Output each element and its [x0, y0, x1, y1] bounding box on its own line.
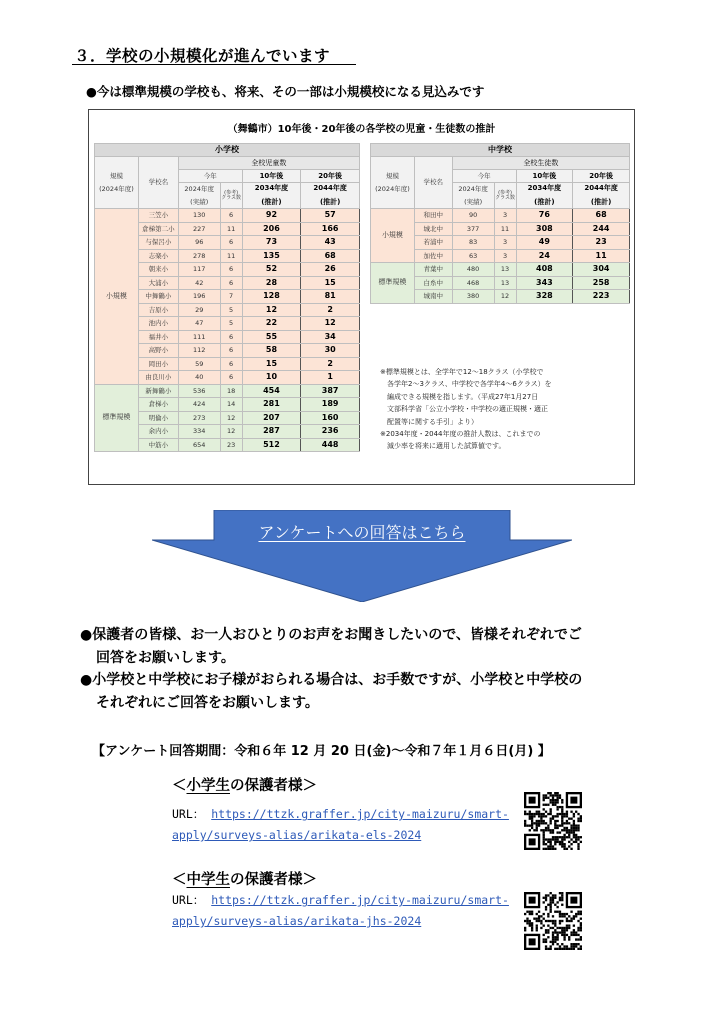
- survey-banner-label[interactable]: アンケートへの回答はこちら: [258, 523, 466, 542]
- note-line: 文部科学省「公立小学校・中学校の適正規模・適正: [380, 405, 548, 414]
- scale-header: 規模 (2024年度): [95, 157, 139, 209]
- estimate-2034-cell: 28: [242, 276, 301, 290]
- elementary-survey-link[interactable]: https://ttzk.graffer.jp/city-maizuru/smart-: [211, 807, 509, 821]
- estimate-2044-cell: 12: [301, 317, 360, 331]
- class-count-cell: 12: [220, 425, 242, 439]
- class-count-cell: 3: [494, 209, 516, 223]
- school-name-cell: 志楽小: [138, 249, 178, 263]
- estimate-2034-cell: 10: [242, 371, 301, 385]
- actual-cell: 536: [178, 384, 220, 398]
- estimate-2044-cell: 30: [301, 344, 360, 358]
- school-name-cell: 中筋小: [138, 438, 178, 452]
- school-name-header: 学校名: [138, 157, 178, 209]
- actual-cell: 112: [178, 344, 220, 358]
- estimate-2044-cell: 304: [573, 263, 630, 277]
- middle-survey-link-cont[interactable]: apply/surveys-alias/arikata-jhs-2024: [172, 914, 422, 928]
- estimate-2044-cell: 1: [301, 371, 360, 385]
- school-name-cell: 福井小: [138, 330, 178, 344]
- instruction-line: 回答をお願いします。: [96, 649, 235, 666]
- school-name-cell: 加佐中: [414, 249, 452, 263]
- section-title: ３．学校の小規模化が進んでいます: [74, 47, 331, 65]
- elementary-parents-heading: ＜小学生の保護者様＞: [172, 778, 317, 794]
- actual-cell: 334: [178, 425, 220, 439]
- actual-cell: 83: [452, 236, 494, 250]
- class-count-cell: 3: [494, 249, 516, 263]
- class-count-cell: 12: [494, 290, 516, 304]
- estimate-2034-cell: 281: [242, 398, 301, 412]
- middle-parents-heading: ＜中学生の保護者様＞: [172, 872, 317, 888]
- school-name-cell: 青葉中: [414, 263, 452, 277]
- estimate-2044-cell: 236: [301, 425, 360, 439]
- scale-header: 規模 (2024年度): [371, 157, 415, 209]
- actual-cell: 273: [178, 411, 220, 425]
- category-standard: 標準規模: [371, 263, 415, 304]
- actual-cell: 42: [178, 276, 220, 290]
- middle-table: [370, 143, 630, 304]
- note-line: ※2034年度・2044年度の推計人数は、これまでの: [380, 430, 541, 439]
- total-students-header: 全校生徒数: [452, 157, 629, 170]
- fy2044-header: 2044年度 (推計): [573, 183, 630, 209]
- estimate-2034-cell: 206: [242, 222, 301, 236]
- fy2044-header: 2044年度 (推計): [301, 183, 360, 209]
- estimate-2044-cell: 57: [301, 209, 360, 223]
- note-line: ※標準規模とは、全学年で12～18クラス（小学校で: [380, 368, 544, 376]
- estimate-2044-cell: 189: [301, 398, 360, 412]
- note-line: 各学年2～3クラス、中学校で各学年4～6クラス）を: [380, 380, 552, 389]
- estimate-2034-cell: 328: [516, 290, 573, 304]
- estimate-2044-cell: 166: [301, 222, 360, 236]
- class-count-cell: 13: [494, 263, 516, 277]
- category-standard: 標準規模: [95, 384, 139, 452]
- middle-url-line-1: URL： https://ttzk.graffer.jp/city-maizuru/smart-: [172, 893, 509, 907]
- estimate-2034-cell: 12: [242, 303, 301, 317]
- class-count-cell: 6: [220, 344, 242, 358]
- estimate-2044-cell: 387: [301, 384, 360, 398]
- estimate-2044-cell: 23: [573, 236, 630, 250]
- section-subtitle: ●今は標準規模の学校も、将来、その一部は小規模校になる見込みです: [86, 84, 485, 99]
- this-year-header: 今年: [178, 170, 242, 183]
- school-name-cell: 中舞鶴小: [138, 290, 178, 304]
- estimate-2034-cell: 15: [242, 357, 301, 371]
- estimate-2034-cell: 308: [516, 222, 573, 236]
- actual-cell: 90: [452, 209, 494, 223]
- fy2024-header: 2024年度 (実績): [178, 183, 220, 209]
- ten-years-header: 10年後: [516, 170, 573, 183]
- actual-cell: 654: [178, 438, 220, 452]
- twenty-years-header: 20年後: [573, 170, 630, 183]
- class-count-cell: 6: [220, 371, 242, 385]
- elementary-url-line-1: URL： https://ttzk.graffer.jp/city-maizuru/smart-: [172, 807, 509, 821]
- school-name-cell: 与保呂小: [138, 236, 178, 250]
- estimate-2034-cell: 52: [242, 263, 301, 277]
- instruction-line: それぞれにご回答をお願いします。: [96, 694, 319, 711]
- instruction-line: ●保護者の皆様、お一人おひとりのお声をお聞きしたいので、皆様それぞれでご: [80, 627, 582, 643]
- middle-survey-link[interactable]: https://ttzk.graffer.jp/city-maizuru/smart-: [211, 893, 509, 907]
- estimate-2044-cell: 43: [301, 236, 360, 250]
- class-count-cell: 18: [220, 384, 242, 398]
- class-count-cell: 12: [220, 411, 242, 425]
- estimate-2034-cell: 135: [242, 249, 301, 263]
- estimate-2044-cell: 11: [573, 249, 630, 263]
- class-count-cell: 14: [220, 398, 242, 412]
- estimate-2034-cell: 76: [516, 209, 573, 223]
- estimate-2044-cell: 2: [301, 357, 360, 371]
- elementary-qr-code-icon[interactable]: [524, 792, 582, 850]
- elementary-survey-link-cont[interactable]: apply/surveys-alias/arikata-els-2024: [172, 828, 422, 842]
- actual-cell: 111: [178, 330, 220, 344]
- class-count-cell: 6: [220, 357, 242, 371]
- category-small: 小規模: [371, 209, 415, 263]
- actual-cell: 47: [178, 317, 220, 331]
- school-name-cell: 城南中: [414, 290, 452, 304]
- school-name-cell: 高野小: [138, 344, 178, 358]
- actual-cell: 117: [178, 263, 220, 277]
- estimate-2034-cell: 454: [242, 384, 301, 398]
- estimate-2044-cell: 2: [301, 303, 360, 317]
- school-name-cell: 城北中: [414, 222, 452, 236]
- estimate-2044-cell: 15: [301, 276, 360, 290]
- table-row: [95, 384, 360, 398]
- actual-cell: 196: [178, 290, 220, 304]
- note-line: 編成できる規模を指します。（平成27年1月27日: [380, 392, 539, 401]
- survey-period: 【アンケート回答期間：令和６年 12 月 20 日(金)～令和７年１月６日(月) 】: [92, 744, 551, 759]
- class-count-cell: 11: [220, 222, 242, 236]
- estimate-2034-cell: 287: [242, 425, 301, 439]
- middle-url-line-2: [172, 914, 421, 928]
- twenty-years-header: 20年後: [301, 170, 360, 183]
- class-count-cell: 6: [220, 276, 242, 290]
- estimate-2044-cell: 258: [573, 276, 630, 290]
- figure-notes: [380, 366, 630, 453]
- estimate-2034-cell: 128: [242, 290, 301, 304]
- ten-years-header: 10年後: [242, 170, 301, 183]
- class-count-cell: 23: [220, 438, 242, 452]
- actual-cell: 29: [178, 303, 220, 317]
- actual-cell: 424: [178, 398, 220, 412]
- estimate-2044-cell: 34: [301, 330, 360, 344]
- elementary-url-line-2: [172, 828, 421, 842]
- school-name-cell: 和田中: [414, 209, 452, 223]
- school-name-cell: 由良川小: [138, 371, 178, 385]
- fy2034-header: 2034年度 (推計): [516, 183, 573, 209]
- class-count-cell: 6: [220, 209, 242, 223]
- estimate-2034-cell: 512: [242, 438, 301, 452]
- actual-cell: 278: [178, 249, 220, 263]
- class-count-cell: 11: [494, 222, 516, 236]
- class-count-header: (参考) クラス数: [220, 183, 242, 209]
- category-small: 小規模: [95, 209, 139, 385]
- estimate-2034-cell: 58: [242, 344, 301, 358]
- this-year-header: 今年: [452, 170, 516, 183]
- class-count-cell: 6: [220, 330, 242, 344]
- school-name-cell: 倉梯小: [138, 398, 178, 412]
- class-count-cell: 11: [220, 249, 242, 263]
- estimate-2044-cell: 81: [301, 290, 360, 304]
- estimate-2044-cell: 68: [301, 249, 360, 263]
- elementary-table: [94, 143, 360, 452]
- actual-cell: 468: [452, 276, 494, 290]
- table-row: [371, 209, 630, 223]
- school-name-cell: 朝来小: [138, 263, 178, 277]
- estimate-2034-cell: 24: [516, 249, 573, 263]
- note-line: 配置等に関する手引」より）: [380, 417, 478, 426]
- actual-cell: 63: [452, 249, 494, 263]
- school-name-cell: 白糸中: [414, 276, 452, 290]
- actual-cell: 59: [178, 357, 220, 371]
- actual-cell: 40: [178, 371, 220, 385]
- estimate-2044-cell: 244: [573, 222, 630, 236]
- instruction-item: [80, 669, 680, 714]
- estimate-2034-cell: 408: [516, 263, 573, 277]
- actual-cell: 96: [178, 236, 220, 250]
- table-row: [95, 209, 360, 223]
- estimate-2034-cell: 55: [242, 330, 301, 344]
- class-count-cell: 7: [220, 290, 242, 304]
- school-name-header: 学校名: [414, 157, 452, 209]
- estimate-2034-cell: 49: [516, 236, 573, 250]
- school-name-cell: 倉梯第二小: [138, 222, 178, 236]
- instruction-line: ●小学校と中学校にお子様がおられる場合は、お手数ですが、小学校と中学校の: [80, 672, 583, 688]
- class-count-cell: 6: [220, 263, 242, 277]
- instructions: [80, 624, 680, 714]
- note-line: 減少率を将来に適用した試算値です。: [380, 442, 506, 451]
- actual-cell: 130: [178, 209, 220, 223]
- estimate-2044-cell: 26: [301, 263, 360, 277]
- class-count-header: (参考) クラス数: [494, 183, 516, 209]
- class-count-cell: 3: [494, 236, 516, 250]
- fy2034-header: 2034年度 (推計): [242, 183, 301, 209]
- school-name-cell: 池内小: [138, 317, 178, 331]
- school-name-cell: 明倫小: [138, 411, 178, 425]
- estimate-2034-cell: 92: [242, 209, 301, 223]
- class-count-cell: 13: [494, 276, 516, 290]
- school-name-cell: 大浦小: [138, 276, 178, 290]
- school-name-cell: 新舞鶴小: [138, 384, 178, 398]
- estimate-2044-cell: 68: [573, 209, 630, 223]
- actual-cell: 380: [452, 290, 494, 304]
- class-count-cell: 5: [220, 317, 242, 331]
- estimate-2034-cell: 207: [242, 411, 301, 425]
- class-count-cell: 5: [220, 303, 242, 317]
- actual-cell: 480: [452, 263, 494, 277]
- estimate-2044-cell: 448: [301, 438, 360, 452]
- estimate-2044-cell: 223: [573, 290, 630, 304]
- figure-title: （舞鶴市）10年後・20年後の各学校の児童・生徒数の推計: [227, 124, 496, 135]
- estimate-2034-cell: 343: [516, 276, 573, 290]
- total-students-header: 全校児童数: [178, 157, 359, 170]
- title-underline: [72, 64, 356, 65]
- estimate-2034-cell: 73: [242, 236, 301, 250]
- school-name-cell: 三笠小: [138, 209, 178, 223]
- table-row: [371, 263, 630, 277]
- middle-qr-code-icon[interactable]: [524, 892, 582, 950]
- elementary-heading: 小学校: [95, 144, 360, 157]
- actual-cell: 377: [452, 222, 494, 236]
- class-count-cell: 6: [220, 236, 242, 250]
- school-name-cell: 余内小: [138, 425, 178, 439]
- school-name-cell: 若浦中: [414, 236, 452, 250]
- actual-cell: 227: [178, 222, 220, 236]
- estimate-2044-cell: 160: [301, 411, 360, 425]
- middle-heading: 中学校: [371, 144, 630, 157]
- estimate-2034-cell: 22: [242, 317, 301, 331]
- fy2024-header: 2024年度 (実績): [452, 183, 494, 209]
- instruction-item: [80, 624, 680, 669]
- school-name-cell: 吉原小: [138, 303, 178, 317]
- school-name-cell: 岡田小: [138, 357, 178, 371]
